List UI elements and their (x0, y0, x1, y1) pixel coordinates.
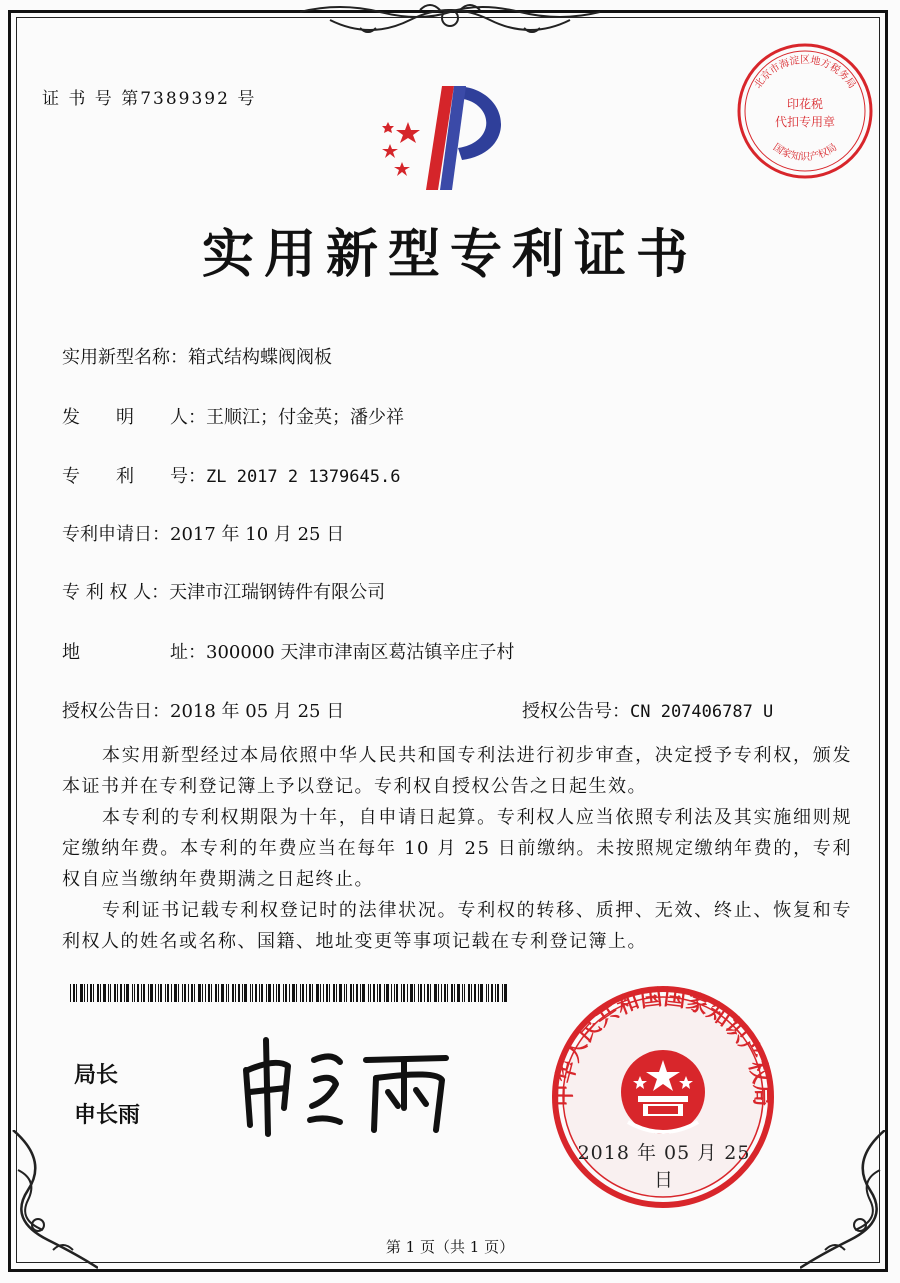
tax-stamp-outer-text: 北京市海淀区地方税务局 (752, 55, 858, 91)
certificate-number-label: 证 书 号 第 (42, 89, 141, 109)
director-title: 局长 (74, 1063, 119, 1088)
field-value: 300000 天津市津南区葛沽镇辛庄子村 (206, 642, 515, 663)
director-name: 申长雨 (74, 1103, 141, 1128)
field-value: 箱式结构蝶阀阀板 (188, 347, 332, 368)
certificate-paragraph: 本实用新型经过本局依照中华人民共和国专利法进行初步审查，决定授予专利权，颁发本证书并在专利登记簿上予以登记。专利权自授权公告之日起生效。 (62, 745, 852, 797)
certificate-number (42, 84, 256, 109)
certificate-paragraph: 专利证书记载专利权登记时的法律状况。专利权的转移、质押、无效、终止、恢复和专利权人的姓名或名称、国籍、地址变更等事项记载在专利登记簿上。 (62, 900, 852, 952)
field-label: 专利申请日： (62, 524, 170, 545)
seal-arc-text: 中华人民共和国国家知识产权局 (551, 985, 775, 1107)
field-label: 专 利 权 人： (62, 582, 170, 603)
page-number: 第 1 页（共 1 页） (385, 1238, 515, 1256)
field-label: 地 址： (62, 642, 206, 663)
field-grant-date (62, 697, 344, 723)
top-ornament-icon (300, 0, 600, 42)
field-value: CN 207406787 U (630, 702, 774, 722)
field-value: ZL 2017 2 1379645.6 (206, 467, 401, 487)
tax-stamp-inner-text-2: 代扣专用章 (774, 115, 836, 129)
tax-stamp-bottom-text: 国家知识产权局 (770, 141, 840, 164)
tax-stamp-inner-text-1: 印花税 (786, 97, 824, 111)
field-filing-date (62, 520, 344, 546)
patent-office-logo-icon (370, 82, 530, 194)
svg-text:北京市海淀区地方税务局 (752, 53, 858, 91)
field-label: 专 利 号： (62, 466, 206, 487)
certificate-title: 实用新型专利证书 (201, 224, 698, 285)
field-label: 发 明 人： (62, 407, 206, 428)
certificate-number-suffix: 号 (237, 89, 257, 109)
field-grant-number (522, 697, 773, 723)
field-label: 授权公告日： (62, 701, 170, 722)
field-patent-number (62, 462, 400, 488)
field-value: 2017 年 10 月 25 日 (170, 524, 345, 545)
field-label: 实用新型名称： (62, 347, 188, 368)
svg-text:国家知识产权局 (771, 141, 839, 163)
field-address (62, 638, 514, 664)
certificate-number-value: 7389392 (140, 89, 230, 109)
seal-date: 2018 年 05 月 25 日 (577, 1142, 751, 1191)
field-utility-model-name (62, 343, 332, 369)
barcode-icon (70, 984, 510, 1002)
field-value: 王顺江；付金英；潘少祥 (206, 407, 404, 428)
tax-stamp-icon (730, 36, 880, 186)
field-inventor (62, 403, 404, 429)
field-value: 天津市江瑞钢铸件有限公司 (169, 582, 386, 603)
certificate-paragraph: 本专利的专利权期限为十年，自申请日起算。专利权人应当依照专利法及其实施细则规定缴纳年费。本专利的年费应当在每年 10 月 25 日前缴纳。未按照规定缴纳年费的，专利权自应当缴纳年费期满之日起终止。 (62, 807, 852, 890)
field-label: 授权公告号： (522, 701, 630, 722)
field-value: 2018 年 05 月 25 日 (170, 701, 345, 722)
director-signature-icon (236, 1030, 466, 1140)
field-patentee (62, 578, 385, 604)
